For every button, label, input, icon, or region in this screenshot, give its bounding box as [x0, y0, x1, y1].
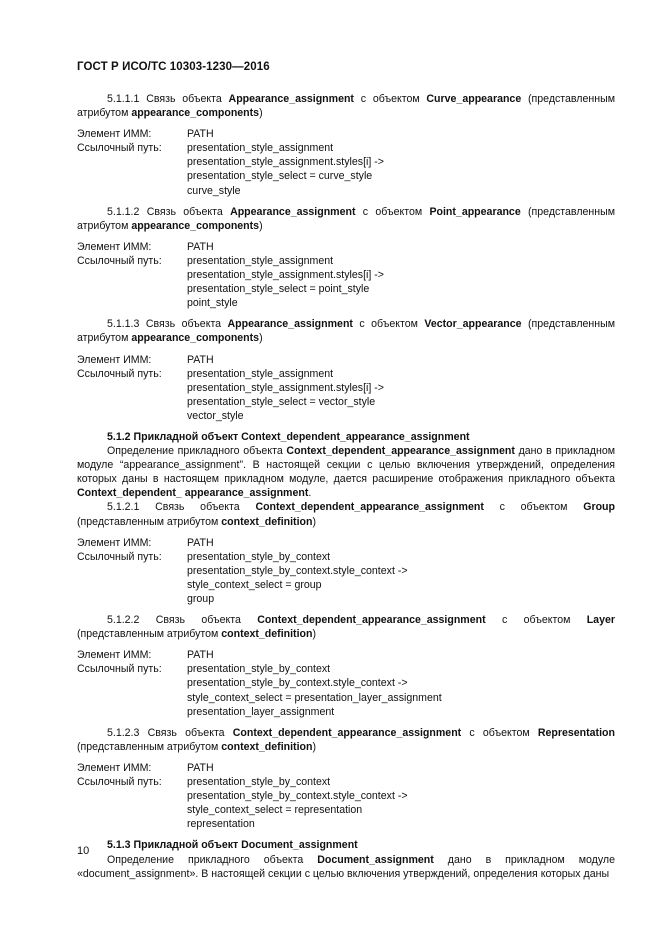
- clause-text: (представленным атрибутом: [77, 205, 615, 232]
- clause-text: ): [259, 219, 263, 232]
- clause-number: 5.1.2.3: [107, 726, 140, 739]
- clause-text: Связь объекта: [145, 318, 228, 331]
- mim-element-row: [77, 127, 615, 141]
- clause-text: ): [312, 740, 316, 753]
- reference-path-row: [77, 775, 615, 789]
- mim-element-row: [77, 536, 615, 550]
- mim-element-row: [77, 648, 615, 662]
- mim-element-label: Элемент ИММ:: [77, 649, 152, 662]
- reference-path-line: presentation_style_assignment.styles[i] ->: [187, 269, 384, 282]
- spacer: [77, 529, 615, 536]
- reference-path-line: presentation_style_by_context: [187, 776, 331, 789]
- section-heading: [77, 430, 615, 444]
- mim-element-value: PATH: [187, 128, 214, 141]
- reference-path-line: presentation_style_select = curve_style: [187, 170, 373, 183]
- entity-name: Representation: [537, 726, 615, 739]
- reference-path-label: Ссылочный путь:: [77, 663, 162, 676]
- clause-text: с объектом: [355, 205, 430, 218]
- document-body: [77, 92, 615, 881]
- mim-element-label: Элемент ИММ:: [77, 536, 152, 549]
- clause-text: Связь объекта: [155, 501, 256, 514]
- entity-name: Context_dependent_appearance_assignment: [255, 501, 484, 514]
- mim-element-label: Элемент ИММ:: [77, 128, 152, 141]
- reference-path-line: presentation_style_by_context.style_context ->: [187, 564, 408, 577]
- reference-path-line: style_context_select = representation: [187, 804, 363, 817]
- clause-text: с объектом: [461, 726, 538, 739]
- mim-element-value: PATH: [187, 353, 214, 366]
- clause-text: ): [312, 628, 316, 641]
- reference-path-line: group: [187, 593, 215, 605]
- mim-element-value: PATH: [187, 649, 214, 662]
- mim-element-value: PATH: [187, 240, 214, 253]
- reference-path-line: presentation_layer_assignment: [187, 705, 335, 718]
- spacer: [77, 310, 615, 317]
- clause-text: с объектом: [483, 501, 584, 514]
- spacer: [77, 606, 615, 613]
- mim-element-label: Элемент ИММ:: [77, 761, 152, 774]
- reference-path-line: vector_style: [187, 409, 244, 422]
- reference-path-label: Ссылочный путь:: [77, 142, 162, 155]
- mim-element-row: [77, 240, 615, 254]
- reference-path-line: presentation_style_by_context: [187, 663, 331, 676]
- entity-name: Vector_appearance: [424, 318, 522, 331]
- mapping-heading: [77, 92, 615, 120]
- attribute-name: appearance_components: [131, 332, 260, 345]
- section-title: Прикладной объект Context_dependent_appearance_assignment: [133, 430, 470, 443]
- entity-name: Appearance_assignment: [228, 93, 354, 105]
- reference-path-line: presentation_style_assignment.styles[i] ->: [187, 156, 384, 169]
- spacer: [77, 198, 615, 205]
- paragraph-text: дано в прикладном модуле “appearance_assignment”. В настоящей секции с целью включения утверждений, определения которых даны в настоящем прикладном модуле, дается расширение отображения прикладного объекта: [77, 445, 615, 486]
- paragraph-text: Определение прикладного объекта: [107, 445, 287, 458]
- clause-number: 5.1.1.3: [107, 318, 140, 331]
- reference-path-label: Ссылочный путь:: [77, 254, 162, 267]
- mapping-heading: [77, 205, 615, 233]
- entity-name: Group: [583, 501, 615, 514]
- entity-name: Document_assignment: [317, 853, 434, 866]
- section-number: 5.1.3: [107, 839, 131, 852]
- clause-text: (представленным атрибутом: [77, 318, 615, 345]
- reference-path-row: [77, 662, 615, 676]
- mim-element-row: [77, 761, 615, 775]
- clause-text: Связь объекта: [147, 726, 233, 739]
- reference-path-label: Ссылочный путь:: [77, 367, 162, 380]
- paragraph-text: .: [308, 487, 312, 500]
- attribute-name: appearance_components: [131, 219, 260, 232]
- clause-text: ): [312, 515, 316, 528]
- attribute-name: context_definition: [221, 515, 313, 528]
- spacer: [77, 719, 615, 726]
- reference-path-row: [77, 550, 615, 564]
- clause-text: (представленным атрибутом: [77, 515, 222, 528]
- spacer: [77, 233, 615, 240]
- reference-path-line: presentation_style_by_context: [187, 550, 331, 563]
- reference-path-label: Ссылочный путь:: [77, 550, 162, 563]
- clause-number: 5.1.2.2: [107, 614, 140, 627]
- entity-name: Context_dependent_ appearance_assignment: [77, 487, 309, 500]
- spacer: [77, 423, 615, 430]
- document-header: ГОСТ Р ИСО/ТС 10303-1230—2016: [77, 61, 270, 73]
- reference-path-label: Ссылочный путь:: [77, 776, 162, 789]
- entity-name: Curve_appearance: [426, 93, 522, 105]
- entity-name: Appearance_assignment: [230, 205, 356, 218]
- entity-name: Context_dependent_appearance_assignment: [286, 445, 515, 458]
- paragraph-text: дано в прикладном модуле «document_assignment». В настоящей секции с целью включения утверждений, определения которых даны: [77, 853, 615, 880]
- reference-path-row: [77, 254, 615, 268]
- reference-path-line: representation: [187, 818, 255, 831]
- clause-text: (представленным атрибутом: [77, 93, 615, 120]
- reference-path-line: presentation_style_assignment: [187, 254, 334, 267]
- entity-name: Context_dependent_appearance_assignment: [232, 726, 462, 739]
- mapping-heading: [77, 726, 615, 754]
- mim-element-value: PATH: [187, 761, 214, 774]
- reference-path-line: presentation_style_select = vector_style: [187, 395, 376, 408]
- spacer: [77, 754, 615, 761]
- entity-name: Appearance_assignment: [227, 318, 353, 331]
- clause-text: ): [259, 332, 263, 345]
- page-number: 10: [77, 845, 90, 857]
- clause-text: Связь объекта: [155, 614, 258, 627]
- spacer: [77, 641, 615, 648]
- reference-path-line: presentation_style_by_context.style_context ->: [187, 677, 408, 690]
- reference-path-line: presentation_style_by_context.style_context ->: [187, 790, 408, 803]
- mim-element-label: Элемент ИММ:: [77, 240, 152, 253]
- reference-path-row: [77, 141, 615, 155]
- clause-text: Связь объекта: [146, 93, 229, 105]
- clause-text: (представленным атрибутом: [77, 740, 222, 753]
- attribute-name: context_definition: [221, 628, 313, 641]
- entity-name: Point_appearance: [429, 205, 521, 218]
- reference-path-row: [77, 367, 615, 381]
- clause-number: 5.1.2.1: [107, 501, 140, 514]
- entity-name: Layer: [586, 614, 615, 627]
- clause-text: с объектом: [352, 318, 425, 331]
- mim-element-label: Элемент ИММ:: [77, 353, 152, 366]
- reference-path-line: presentation_style_select = point_style: [187, 283, 370, 296]
- reference-path-line: style_context_select = group: [187, 578, 322, 591]
- reference-path-line: presentation_style_assignment: [187, 142, 334, 155]
- spacer: [77, 831, 615, 838]
- reference-path-line: point_style: [187, 297, 238, 310]
- section-number: 5.1.2: [107, 430, 131, 443]
- paragraph-text: Определение прикладного объекта: [107, 853, 318, 866]
- mapping-heading: [77, 613, 615, 641]
- mapping-heading: [77, 500, 615, 528]
- clause-number: 5.1.1.1: [107, 93, 140, 105]
- section-title: Прикладной объект Document_assignment: [133, 839, 358, 852]
- clause-text: Связь объекта: [146, 205, 231, 218]
- mim-element-value: PATH: [187, 536, 214, 549]
- section-heading: [77, 838, 615, 852]
- attribute-name: appearance_components: [131, 107, 260, 120]
- clause-text: с объектом: [485, 614, 587, 627]
- reference-path-line: presentation_style_assignment: [187, 367, 334, 380]
- definition-paragraph: [77, 853, 615, 881]
- clause-text: с объектом: [353, 93, 427, 105]
- clause-number: 5.1.1.2: [107, 205, 140, 218]
- reference-path-line: style_context_select = presentation_layer_assignment: [187, 691, 442, 704]
- entity-name: Context_dependent_appearance_assignment: [257, 614, 486, 627]
- clause-text: ): [259, 107, 263, 120]
- definition-paragraph: [77, 444, 615, 500]
- mim-element-row: [77, 353, 615, 367]
- reference-path-line: presentation_style_assignment.styles[i] ->: [187, 381, 384, 394]
- mapping-heading: [77, 317, 615, 345]
- spacer: [77, 346, 615, 353]
- attribute-name: context_definition: [221, 740, 313, 753]
- spacer: [77, 120, 615, 127]
- clause-text: (представленным атрибутом: [77, 628, 222, 641]
- reference-path-line: curve_style: [187, 184, 241, 197]
